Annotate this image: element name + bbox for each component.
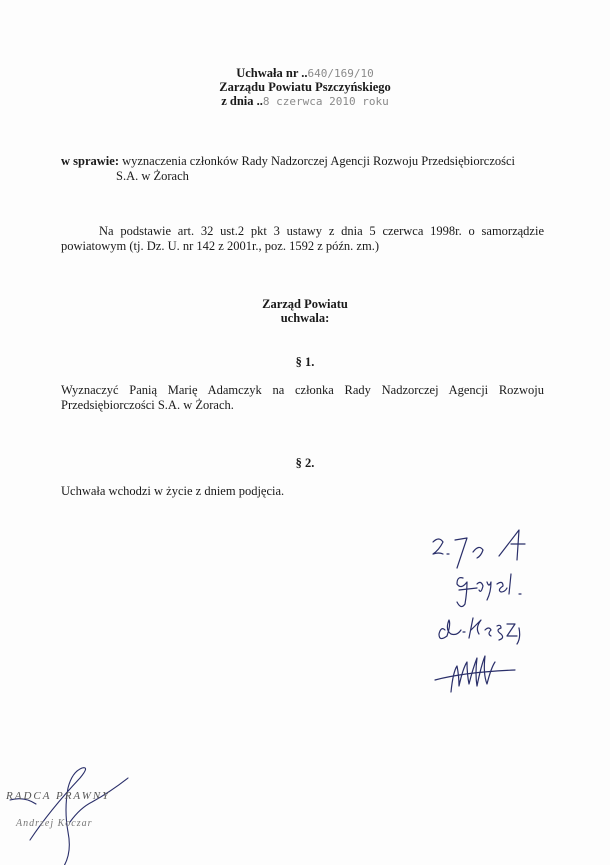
date-label: z dnia: [221, 94, 254, 108]
resolution-number: 640/169/10: [307, 67, 374, 80]
stamp-title: RADCA PRAWNY: [6, 790, 111, 802]
resolution-date: 8 czerwca 2010 roku: [262, 95, 389, 108]
resolution-date-line: z dnia ..8 czerwca 2010 roku: [221, 94, 389, 108]
section-1-heading: § 1.: [295, 355, 315, 369]
section-1-text: Wyznaczyć Panią Marię Adamczyk na członka Rady Nadzorczej Agencji Rozwoju Przedsiębiorczości S.A. w Żorach.: [61, 383, 544, 412]
resolution-number-line: Uchwała nr ..640/169/10: [236, 66, 374, 80]
section-2-heading: § 2.: [295, 456, 315, 470]
resolving-verb: uchwala:: [280, 311, 330, 325]
section-2-text: Uchwała wchodzi w życie z dniem podjęcia.: [61, 484, 285, 498]
subject-label: w sprawie:: [61, 154, 119, 168]
resolution-title-label: Uchwała nr: [236, 66, 299, 80]
handwritten-signatures-icon: [415, 522, 555, 697]
subject-block: [61, 154, 546, 184]
board-name: Zarządu Powiatu Pszczyńskiego: [219, 80, 391, 94]
resolving-body: Zarząd Powiatu: [262, 297, 348, 311]
subject-line-1: wyznaczenia członków Rady Nadzorczej Agencji Rozwoju Przedsiębiorczości: [122, 154, 516, 168]
stamp-name: Andrzej Koczar: [16, 818, 93, 829]
subject-line-2: S.A. w Żorach: [116, 169, 189, 183]
legal-basis: Na podstawie art. 32 ust.2 pkt 3 ustawy z dnia 5 czerwca 1998r. o samorządzie powiatowym (tj. Dz. U. nr 142 z 2001r., poz. 1592 z późn. zm.): [61, 224, 544, 253]
